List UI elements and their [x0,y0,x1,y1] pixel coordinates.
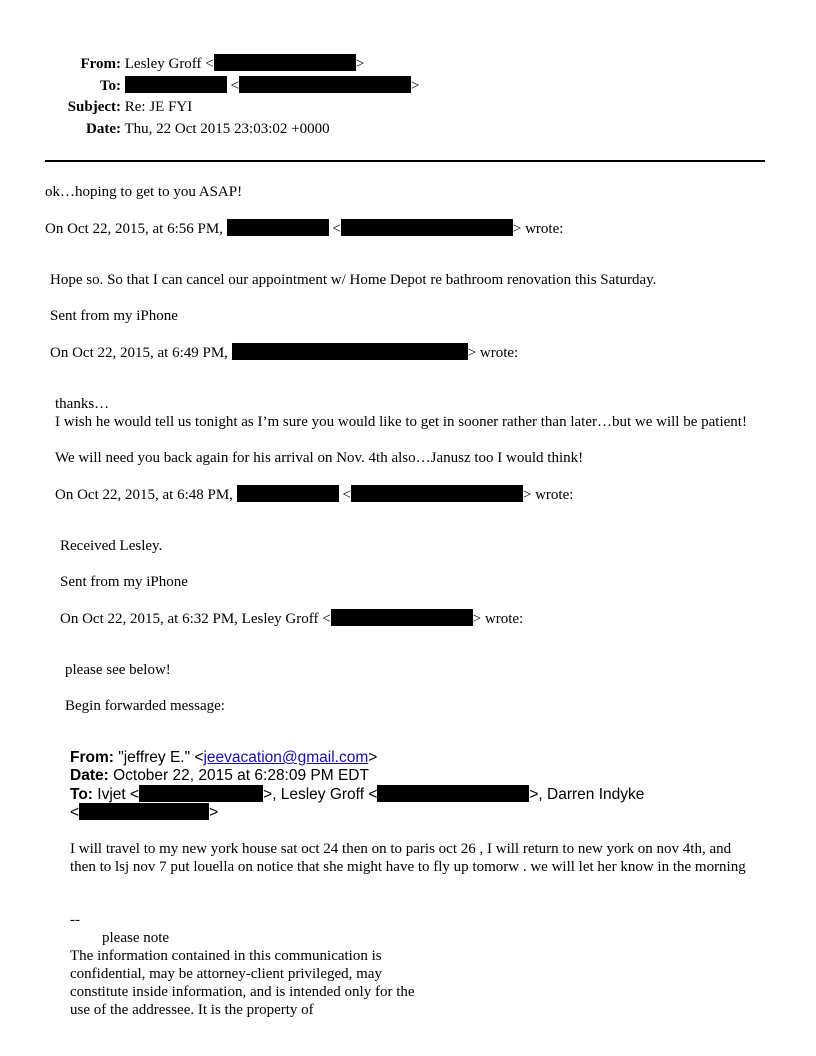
header-to-close: > [410,78,420,94]
redaction-box [237,485,339,502]
forwarded-body: I will travel to my new york house sat oct 24 then on to paris oct 26 , I will return to new york on nov 4th, and then to lsj nov 7 put louella on notice that she might have to fly up tomorw . we will let her know in the morning [70,841,746,875]
quote-prefix: On Oct 22, 2015, at 6:49 PM, [50,345,228,361]
forwarded-from-label: From: [70,749,114,766]
forwarded-date-label: Date: [70,767,109,784]
redaction-box [214,54,356,71]
message-4-signature: Sent from my iPhone [60,574,188,590]
header-from-label: From: [80,56,121,72]
redaction-box [232,343,468,360]
message-2-body: Hope so. So that I can cancel our appointment w/ Home Depot re bathroom renovation this Saturday. [50,272,657,288]
forwarded-from-email-link[interactable]: jeevacation@gmail.com [203,749,369,766]
message-4-body: Received Lesley. [60,538,163,554]
header-from-row [45,54,364,73]
redaction-box [377,785,529,802]
signature-disclaimer: The information contained in this communication is confidential, may be attorney-client privileged, may constitute inside information, and is intended only for the use of the addressee. It is the property of [70,948,415,1018]
redaction-box [341,219,513,236]
redaction-box [79,803,209,820]
redaction-box [139,785,263,802]
redaction-box [331,609,473,626]
redaction-box [351,485,523,502]
header-to-open: < [230,78,239,94]
quote-suffix: > wrote: [522,487,574,503]
forwarded-intro: Begin forwarded message: [65,698,225,714]
forwarded-date-row [70,767,369,785]
forwarded-date: October 22, 2015 at 6:28:09 PM EDT [113,767,369,784]
forwarded-from-close: > [368,749,378,766]
header-subject-label: Subject: [67,99,121,115]
message-4-quote-header [60,609,523,628]
forwarded-to-end: >, Darren Indyke [529,786,645,803]
quote-prefix: On Oct 22, 2015, at 6:32 PM, Lesley Groff < [60,611,331,627]
header-subject-row [45,98,192,116]
header-from-close: > [355,56,365,72]
header-date-label: Date: [86,121,121,137]
quote-prefix: On Oct 22, 2015, at 6:56 PM, [45,221,223,237]
redaction-box [227,219,329,236]
message-1-quote-header [45,219,563,238]
forwarded-from-name: "jeffrey E." < [118,749,204,766]
message-2-quote-header [50,343,518,362]
forwarded-to-gt: > [209,804,219,821]
message-5-body: please see below! [65,662,171,678]
forwarded-to-ivjet: Ivjet < [97,786,140,803]
header-to-label: To: [99,78,121,94]
message-3-quote-header [55,485,573,504]
header-subject: Re: JE FYI [124,99,193,115]
quote-suffix: > wrote: [467,345,519,361]
quote-suffix: > wrote: [472,611,524,627]
forwarded-from-row [70,749,377,767]
quote-lt: < [342,487,351,503]
signature-note: please note [102,930,170,946]
forwarded-to-mid: >, Lesley Groff < [263,786,378,803]
header-to-row [45,76,419,95]
header-date: Thu, 22 Oct 2015 23:03:02 +0000 [124,121,330,137]
header-date-row [45,120,330,138]
quote-prefix: On Oct 22, 2015, at 6:48 PM, [55,487,233,503]
message-1-body: ok…hoping to get to you ASAP! [45,184,243,200]
message-3-line-2: I wish he would tell us tonight as I’m sure you would like to get in sooner rather than later…but we will be patient! [55,414,747,430]
redaction-box [125,76,227,93]
message-3-line-3: We will need you back again for his arrival on Nov. 4th also…Janusz too I would think! [55,450,584,466]
header-from-name: Lesley Groff < [124,56,214,72]
quote-lt: < [332,221,341,237]
message-3-line-1: thanks… [55,396,110,412]
forwarded-to-row [70,785,644,804]
quote-suffix: > wrote: [512,221,564,237]
message-2-signature: Sent from my iPhone [50,308,178,324]
forwarded-to-label: To: [70,786,93,803]
forwarded-to-row-2 [70,803,218,822]
forwarded-to-lt: < [70,804,80,821]
header-divider [45,160,765,162]
signature-dash: -- [70,912,80,928]
redaction-box [239,76,411,93]
